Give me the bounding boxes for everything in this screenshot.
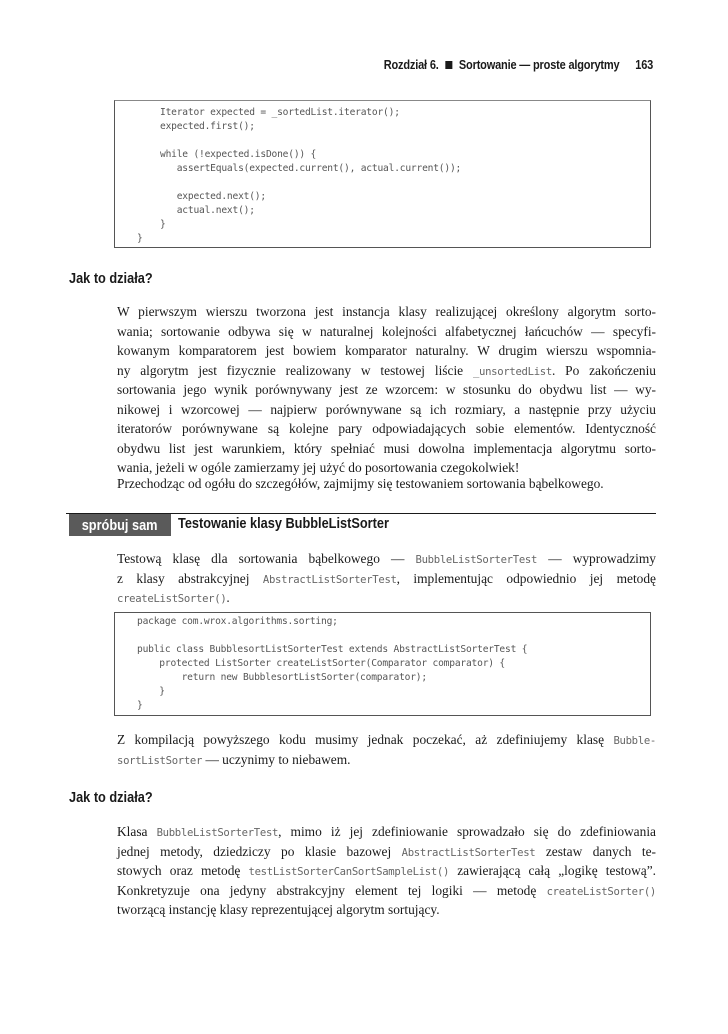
code-line: package com.wrox.algorithms.sorting; xyxy=(137,616,338,627)
page-number: 163 xyxy=(635,58,653,72)
code-line: return new BubblesortListSorter(comparator); xyxy=(137,672,427,683)
text-line: wania, jeżeli w ogóle zamierzamy jej użyć do posortowania czegokolwiek! xyxy=(117,460,520,475)
text-line: Przechodząc od ogółu do szczegółów, zajmijmy się testowaniem sortowania bąbelkowego. xyxy=(117,476,604,491)
text-run: . Po zakończeniu xyxy=(551,362,656,378)
text-run: ny algorytm jest fizycznie realizowany w testowej liście xyxy=(117,362,473,378)
text-line: tworzącą instancję klasy reprezentującej algorytm sortujący. xyxy=(117,902,440,917)
try-it-title: Testowanie klasy BubbleListSorter xyxy=(178,515,389,532)
code-line: Iterator expected = _sortedList.iterator(); xyxy=(160,107,400,118)
text-run: zawierającą całą „logikę testową”. xyxy=(449,863,656,878)
code-line: while (!expected.isDone()) { xyxy=(160,149,317,160)
code-line: } xyxy=(137,686,165,697)
paragraph-explanation-2 xyxy=(117,822,656,920)
text-run: , implementując odpowiednio jej metodę xyxy=(396,570,657,586)
text-run: , mimo iż jej zdefiniowanie sprowadzało się do zdefiniowania xyxy=(278,824,656,839)
paragraph-transition xyxy=(117,474,656,494)
inline-code: createListSorter() xyxy=(546,885,656,898)
code-line: public class BubblesortListSorterTest extends AbstractListSorterTest { xyxy=(137,644,528,655)
inline-code: createListSorter() xyxy=(117,593,227,605)
paragraph-after-code xyxy=(117,730,656,769)
text-line: iteratorów porównywane są kolejne pary odpowiadających sobie elementów. Identyczność xyxy=(117,421,656,436)
text-run: Konkretyzuje ona jedyny abstrakcyjny element tej logiki — metodę xyxy=(117,882,547,898)
text-line xyxy=(117,361,656,381)
text-line: W pierwszym wierszu tworzona jest instancja klasy realizującej określony algorytm sorto- xyxy=(117,304,656,319)
text-run: Z kompilacją powyższego kodu musimy jednak poczekać, aż zdefiniujemy klasę xyxy=(117,732,614,747)
code-line: assertEquals(expected.current(), actual.current()); xyxy=(160,163,462,174)
text-line xyxy=(117,588,656,608)
paragraph-explanation xyxy=(117,302,656,478)
text-line: wania; sortowanie odbywa się w naturalnej kolejności alfabetycznej łańcuchów — specyfi- xyxy=(117,323,656,339)
text-run: zestaw danych te- xyxy=(535,843,656,859)
text-run: Klasa xyxy=(117,824,157,839)
paragraph-try-intro xyxy=(117,549,656,608)
square-bullet-icon xyxy=(446,61,453,69)
code-listing-1 xyxy=(114,100,651,248)
chapter-title: Sortowanie — proste algorytmy xyxy=(458,58,620,72)
try-it-badge xyxy=(69,514,171,536)
chapter-label: Rozdział 6. xyxy=(383,58,439,72)
inline-code: testListSorterCanSortSampleList() xyxy=(248,866,450,878)
text-run: jednej metody, dziedziczy po klasie bazowej xyxy=(117,843,402,859)
inline-code: Bubble- xyxy=(613,735,656,747)
section-heading-how-it-works: Jak to działa? xyxy=(69,270,153,287)
inline-code: _unsortedList xyxy=(472,365,552,378)
code-line: } xyxy=(137,700,143,711)
code-line: expected.first(); xyxy=(160,121,255,132)
running-header xyxy=(384,58,653,72)
code-line: expected.next(); xyxy=(160,191,266,202)
text-line xyxy=(117,822,656,842)
inline-code: AbstractListSorterTest xyxy=(262,573,397,586)
text-run: — wyprowadzimy xyxy=(537,551,656,566)
code-line: protected ListSorter createListSorter(Comparator comparator) { xyxy=(137,658,506,669)
inline-code: BubbleListSorterTest xyxy=(415,554,538,566)
text-line: kowanym komparatorem jest bowiem komparator naturalny. W drugim wierszu wspomnia- xyxy=(117,343,656,358)
inline-code: AbstractListSorterTest xyxy=(401,846,536,859)
section-heading-how-it-works-2: Jak to działa? xyxy=(69,789,153,806)
text-line: nikowej i wzorcowej — najpierw porównywane są ich rozmiary, a następnie przy użyciu xyxy=(117,401,656,417)
text-line xyxy=(117,569,656,589)
text-line: sortowania jego wynik porównywany jest ze wzorcem: w stosunku do obydwu list — wy- xyxy=(117,382,656,397)
inline-code: sortListSorter xyxy=(117,754,203,767)
text-line xyxy=(117,750,656,770)
text-run: . xyxy=(226,590,230,605)
text-line xyxy=(117,881,656,901)
text-line xyxy=(117,861,656,881)
text-line xyxy=(117,730,656,750)
code-line: actual.next(); xyxy=(160,205,255,216)
text-run: — uczynimy to niebawem. xyxy=(202,751,351,767)
inline-code: BubbleListSorterTest xyxy=(156,827,279,839)
text-line xyxy=(117,842,656,862)
text-run: Testową klasę dla sortowania bąbelkowego — xyxy=(117,551,416,566)
code-listing-2 xyxy=(114,612,651,716)
text-run: z klasy abstrakcyjnej xyxy=(117,570,263,586)
text-run: stowych oraz metodę xyxy=(117,863,249,878)
text-line: obydwu list jest warunkiem, który spełniać musi dowolna implementacja algorytmu sorto- xyxy=(117,440,656,456)
text-line xyxy=(117,549,656,569)
try-it-badge-label: spróbuj sam xyxy=(82,516,158,534)
code-line: } xyxy=(160,219,166,230)
code-line: } xyxy=(137,233,143,244)
